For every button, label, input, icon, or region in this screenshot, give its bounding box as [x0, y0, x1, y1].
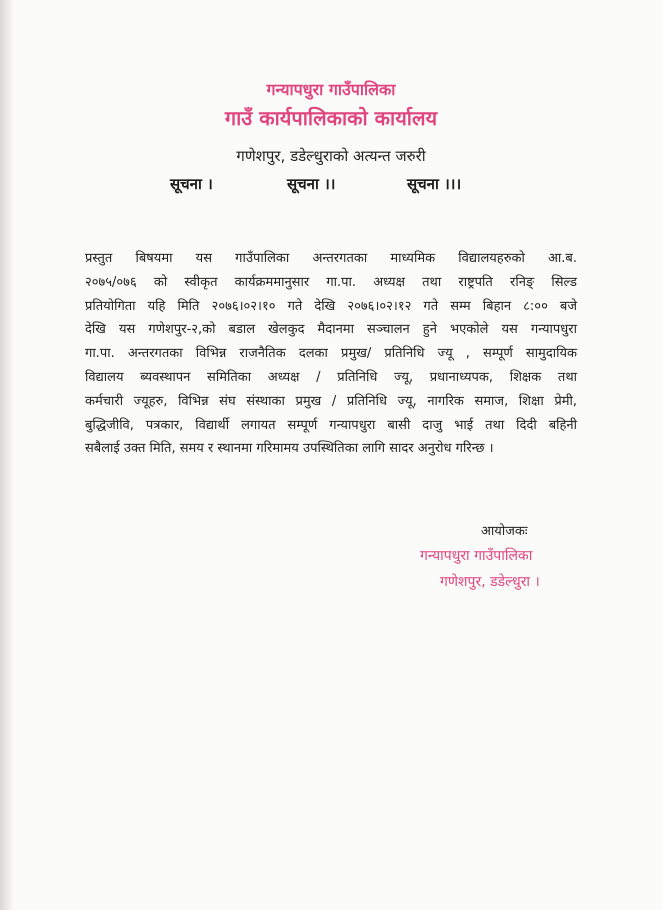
- subject-line: गणेशपुर, डडेल्धुराको अत्यन्त जरुरी: [236, 147, 426, 165]
- body-line: विद्यालय ब्यवस्थापन समितिका अध्यक्ष / प्रतिनिधि ज्यू, प्रधानाध्यपक, शिक्षक तथा: [85, 369, 577, 385]
- body-line: सबैलाई उक्त मिति, समय र स्थानमा गरिमामय उपस्थितिका लागि सादर अनुरोध गरिन्छ ।: [85, 441, 494, 457]
- notice-heading-2: सूचना ।।: [287, 175, 336, 193]
- signature-place: गणेशपुर, डडेल्धुरा ।: [440, 574, 540, 590]
- body-line: प्रतियोगिता यहि मिति २०७६।०२।१० गते देखि २०७६।०२।१२ गते सम्म बिहान ८:०० बजे: [85, 298, 577, 314]
- organizer-label: आयोजकः: [481, 524, 528, 539]
- body-line: बुद्धिजीवि, पत्रकार, विद्यार्थी लगायत सम्पूर्ण गन्यापधुरा बासी दाजु भाई तथा दिदी बहिनी: [85, 417, 577, 433]
- signature-org-name: गन्यापधुरा गाउँपालिका: [420, 548, 533, 564]
- org-name: गन्यापधुरा गाउँपालिका: [266, 80, 396, 99]
- notice-heading-3: सूचना ।।।: [407, 175, 462, 193]
- body-line: २०७५/०७६ को स्वीकृत कार्यक्रममानुसार गा.पा. अध्यक्ष तथा राष्ट्रपति रनिङ् सिल्ड: [85, 274, 577, 290]
- notice-heading-1: सूचना ।: [170, 175, 213, 193]
- page-edge-shadow: [0, 0, 14, 910]
- body-line: देखि यस गणेशपुर-२,को बडाल खेलकुद मैदानमा सञ्चालन हुने भएकोले यस गन्यापधुरा: [85, 322, 577, 338]
- office-name: गाउँ कार्यपालिकाको कार्यालय: [224, 106, 438, 130]
- body-line: प्रस्तुत बिषयमा यस गाउँपालिका अन्तरगतका माध्यमिक विद्यालयहरुको आ.ब.: [85, 251, 577, 266]
- body-line: कर्मचारी ज्यूहरु, विभिन्न संघ संस्थाका प्रमुख / प्रतिनिधि ज्यू, नागरिक समाज, शिक्षा प्रेमी,: [85, 393, 577, 409]
- body-line: गा.पा. अन्तरगतका विभिन्न राजनैतिक दलका प्रमुख/ प्रतिनिधि ज्यू , सम्पूर्ण सामुदायिक: [85, 346, 577, 362]
- notice-body: [85, 247, 577, 461]
